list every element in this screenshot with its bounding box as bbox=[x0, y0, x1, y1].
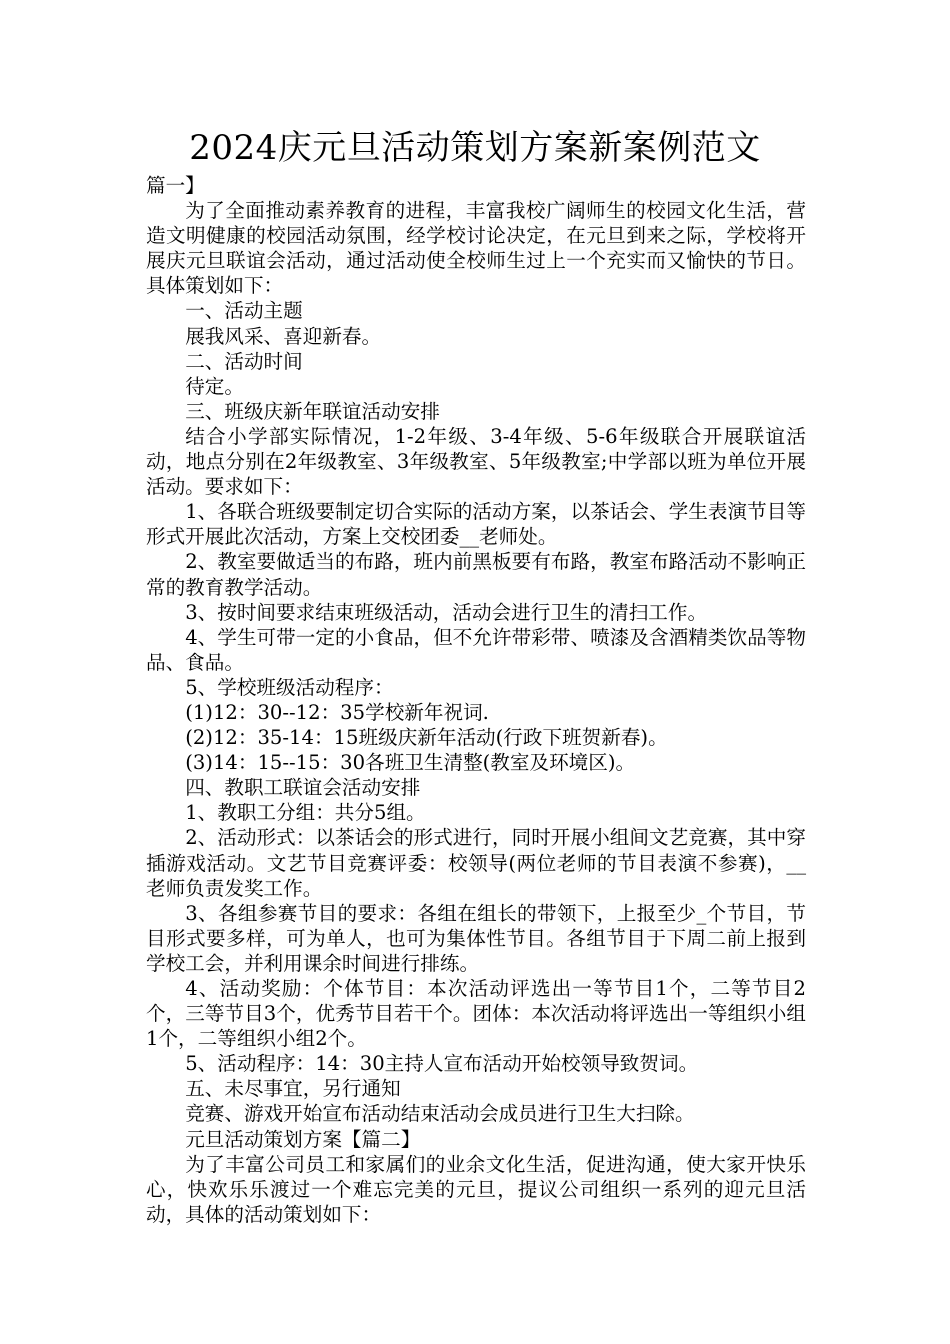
paragraph: 元旦活动策划方案【篇二】 bbox=[185, 1127, 421, 1151]
paragraph: 二、活动时间 bbox=[185, 349, 303, 373]
paragraph: 篇一】 bbox=[146, 174, 205, 197]
paragraph: 3、各组参赛节目的要求：各组在组长的带领下，上报至少_个节目，节目形式要多样，可为单人，也可为集体性节目。各组节目于下周二前上报到学校工会，并利用课余时间进行排练。 bbox=[146, 901, 806, 975]
paragraph: 1、各联合班级要制定切合实际的活动方案，以茶话会、学生表演节目等形式开展此次活动，方案上交校团委__老师处。 bbox=[146, 500, 806, 549]
paragraph: 五、未尽事宜，另行通知 bbox=[185, 1077, 401, 1101]
paragraph: 2、活动形式：以茶话会的形式进行，同时开展小组间文艺竞赛，其中穿插游戏活动。文艺节目竞赛评委：校领导(两位老师的节目表演不参赛)，__老师负责发奖工作。 bbox=[146, 826, 806, 900]
paragraph: 5、学校班级活动程序： bbox=[185, 675, 394, 699]
paragraph: 4、活动奖励：个体节目：本次活动评选出一等节目1个，二等节目2个，三等节目3个，优秀节目若干个。团体：本次活动将评选出一等组织小组1个，二等组织小组2个。 bbox=[146, 977, 806, 1051]
paragraph: 1、教职工分组：共分5组。 bbox=[185, 801, 426, 825]
paragraph: 结合小学部实际情况，1-2年级、3-4年级、5-6年级联合开展联谊活动，地点分别在2年级教室、3年级教室、5年级教室;中学部以班为单位开展活动。要求如下： bbox=[146, 424, 806, 499]
paragraph: 展我风采、喜迎新春。 bbox=[185, 324, 382, 348]
paragraph: (1)12：30--12：35学校新年祝词. bbox=[185, 700, 489, 724]
paragraph: 5、活动程序：14：30主持人宣布活动开始校领导致贺词。 bbox=[185, 1052, 699, 1076]
paragraph: 为了丰富公司员工和家属们的业余文化生活，促进沟通，使大家开快乐心，快欢乐乐渡过一个难忘完美的元旦，提议公司组织一系列的迎元旦活动，具体的活动策划如下： bbox=[146, 1152, 806, 1226]
document-title: 2024庆元旦活动策划方案新案例范文 bbox=[189, 128, 761, 168]
paragraph: 2、教室要做适当的布路，班内前黑板要有布路，教室布路活动不影响正常的教育教学活动。 bbox=[146, 550, 806, 599]
document-body bbox=[146, 173, 806, 1227]
paragraph: 一、活动主题 bbox=[185, 299, 303, 323]
paragraph: 3、按时间要求结束班级活动，活动会进行卫生的清扫工作。 bbox=[185, 600, 708, 624]
paragraph: 三、班级庆新年联谊活动安排 bbox=[185, 399, 440, 423]
paragraph: (3)14：15--15：30各班卫生清整(教室及环境区)。 bbox=[185, 751, 636, 775]
paragraph: 四、教职工联谊会活动安排 bbox=[185, 776, 421, 800]
paragraph: 待定。 bbox=[185, 374, 244, 398]
paragraph: 竞赛、游戏开始宣布活动结束活动会成员进行卫生大扫除。 bbox=[185, 1102, 695, 1126]
paragraph: 4、学生可带一定的小食品，但不允许带彩带、喷漆及含酒精类饮品等物品、食品。 bbox=[146, 625, 806, 674]
paragraph: 为了全面推动素养教育的进程，丰富我校广阔师生的校园文化生活，营造文明健康的校园活动氛围，经学校讨论决定，在元旦到来之际，学校将开展庆元旦联谊会活动，通过活动使全校师生过上一个充实而又愉快的节日。具体策划如下： bbox=[146, 199, 806, 298]
paragraph: (2)12：35-14：15班级庆新年活动(行政下班贺新春)。 bbox=[185, 726, 668, 750]
